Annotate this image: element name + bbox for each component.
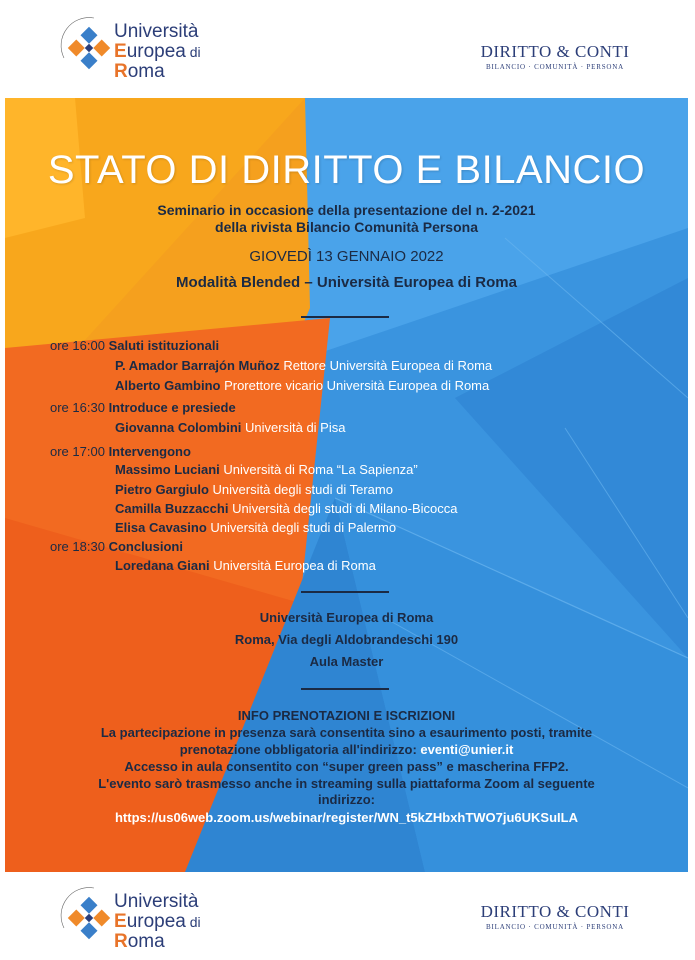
schedule-slot-1630: ore 16:30 Introduce e presiede [50, 400, 236, 415]
uer-line-1: Università [114, 891, 199, 912]
speaker-row: P. Amador Barrajón Muñoz Rettore Università Europea di Roma [115, 358, 493, 373]
event-subtitle-1: Seminario in occasione della presentazione del n. 2-2021 [157, 202, 536, 218]
event-date: GIOVEDÌ 13 GENNAIO 2022 [249, 248, 444, 265]
booking-email-link[interactable]: eventi@unier.it [420, 742, 514, 757]
speaker-row: Camilla Buzzacchi Università degli studi di Milano-Bicocca [115, 501, 458, 516]
diritto-conti-title: DIRITTO & CONTI [480, 902, 630, 921]
uer-line-2: Europea di [114, 911, 201, 932]
diritto-conti-logo [470, 902, 640, 931]
venue-address: Roma, Via degli Aldobrandeschi 190 [234, 632, 459, 647]
event-poster [5, 98, 688, 872]
header-logo-bar [0, 0, 695, 96]
uer-line-1: Università [114, 21, 199, 42]
info-line-3: Accesso in aula consentito con “super green pass” e mascherina FFP2. [124, 759, 569, 774]
info-line-5: indirizzo: [317, 792, 376, 807]
uer-line-3: Roma [114, 931, 165, 952]
info-line-2: prenotazione obbligatoria all'indirizzo: eventi@unier.it [179, 742, 514, 757]
divider-2 [301, 591, 389, 593]
zoom-register-link[interactable]: https://us06web.zoom.us/webinar/register/WN_t5kZHbxhTWO7ju6UKSuILA [114, 810, 578, 825]
schedule-slot-1700: ore 17:00 Intervengono [50, 444, 191, 459]
speaker-row: Pietro Gargiulo Università degli studi di Teramo [115, 482, 393, 497]
info-line-4: L'evento sarò trasmesso anche in streaming sulla piattaforma Zoom al seguente [98, 776, 595, 791]
schedule-slot-1600: ore 16:00 Saluti istituzionali [50, 338, 220, 353]
uer-line-3: Roma [114, 61, 165, 82]
event-title: STATO DI DIRITTO E BILANCIO [47, 148, 646, 192]
diritto-conti-title: DIRITTO & CONTI [480, 42, 630, 61]
speaker-row: Massimo Luciani Università di Roma “La Sapienza” [115, 462, 418, 477]
poster-content [5, 98, 688, 872]
info-line-1: La partecipazione in presenza sarà consentita sino a esaurimento posti, tramite [100, 725, 593, 740]
uer-wordmark [114, 22, 201, 82]
event-subtitle-2: della rivista Bilancio Comunità Persona [215, 219, 478, 235]
venue-name: Università Europea di Roma [259, 610, 434, 625]
venue-room: Aula Master [309, 654, 384, 669]
diritto-conti-logo [470, 42, 640, 71]
speaker-row: Elisa Cavasino Università degli studi di Palermo [115, 520, 397, 535]
uer-wordmark [114, 892, 201, 952]
diritto-conti-subtitle: BILANCIO · COMUNITÀ · PERSONA [486, 923, 624, 931]
uer-line-2: Europea di [114, 41, 201, 62]
event-mode: Modalità Blended – Università Europea di Roma [176, 274, 517, 291]
diritto-conti-subtitle: BILANCIO · COMUNITÀ · PERSONA [486, 63, 624, 71]
info-heading: INFO PRENOTAZIONI E ISCRIZIONI [237, 708, 456, 723]
footer-logo-bar [0, 872, 695, 960]
divider-3 [301, 688, 389, 690]
schedule-slot-1830: ore 18:30 Conclusioni [50, 539, 183, 554]
divider-1 [301, 316, 389, 318]
speaker-row: Giovanna Colombini Università di Pisa [115, 420, 346, 435]
speaker-row: Alberto Gambino Prorettore vicario Università Europea di Roma [115, 378, 490, 393]
speaker-row: Loredana Giani Università Europea di Roma [115, 558, 376, 573]
